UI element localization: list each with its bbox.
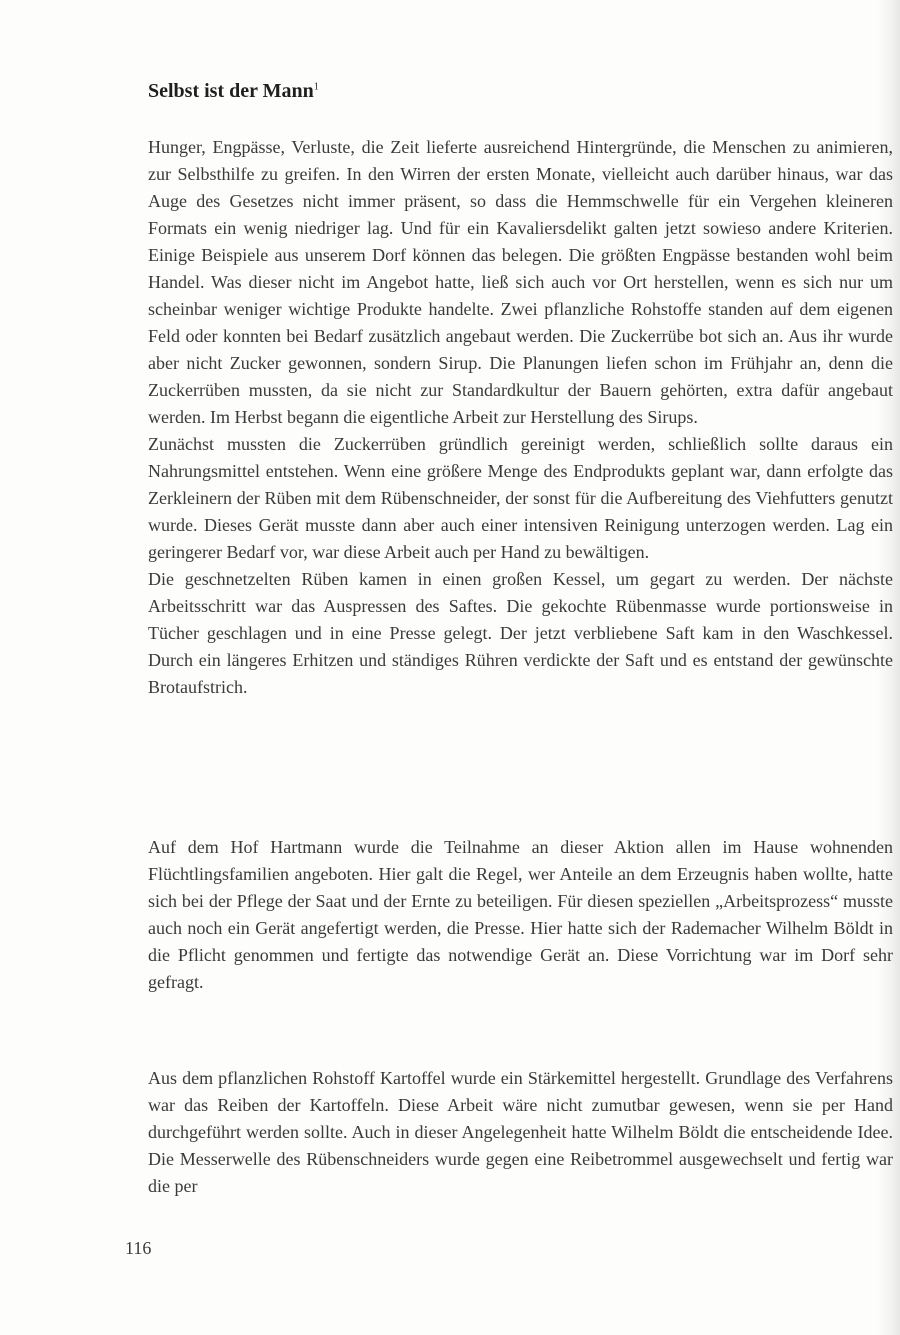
paragraph-4: Auf dem Hof Hartmann wurde die Teilnahme an dieser Aktion allen im Hause wohnenden Flüchtlingsfamilien angeboten. Hier galt die Regel, wer Anteile an dem Erzeugnis haben wollte, hatte sich bei der Pflege der Saat und der Ernte zu beteiligen. Für diesen speziellen „Arbeitsprozess“ musste auch noch ein Gerät angefertigt werden, die Presse. Hier hatte sich der Rademacher Wilhelm Böldt in die Pflicht genommen und fertigte das notwendige Gerät an. Diese Vorrichtung war im Dorf sehr gefragt.: [148, 837, 893, 992]
text-block-2: [148, 834, 893, 996]
chapter-heading: [148, 80, 319, 103]
text-block-1: [148, 134, 893, 701]
paragraph-1: Hunger, Engpässe, Verluste, die Zeit lieferte ausreichend Hintergründe, die Menschen zu animieren, zur Selbsthilfe zu greifen. In den Wirren der ersten Monate, vielleicht auch darüber hinaus, war das Auge des Gesetzes nicht immer präsent, so dass die Hemmschwelle für ein Vergehen kleineren Formats ein wenig niedriger lag. Und für ein Kavaliersdelikt galten jetzt sowieso andere Kriterien. Einige Beispiele aus unserem Dorf können das belegen. Die größten Engpässe bestanden wohl beim Handel. Was dieser nicht im Angebot hatte, ließ sich auch vor Ort herstellen, wenn es sich nur um scheinbar weniger wichtige Produkte handelte. Zwei pflanzliche Rohstoffe standen auf dem eigenen Feld oder konnten bei Bedarf zusätzlich angebaut werden. Die Zuckerrübe bot sich an. Aus ihr wurde aber nicht Zucker gewonnen, sondern Sirup. Die Planungen liefen schon im Frühjahr an, denn die Zuckerrüben mussten, da sie nicht zur Standardkultur der Bauern gehörten, extra dafür angebaut werden. Im Herbst begann die eigentliche Arbeit zur Herstellung des Sirups.: [148, 137, 893, 427]
text-block-3: [148, 1065, 893, 1200]
paragraph-5: Aus dem pflanzlichen Rohstoff Kartoffel wurde ein Stärkemittel hergestellt. Grundlage des Verfahrens war das Reiben der Kartoffeln. Diese Arbeit wäre nicht zumutbar gewesen, wenn sie per Hand durchgeführt werden sollte. Auch in dieser Angelegenheit hatte Wilhelm Böldt die entscheidende Idee. Die Messerwelle des Rübenschneiders wurde gegen eine Reibetrommel ausgewechselt und fertig war die per: [148, 1068, 893, 1196]
paragraph-2: Zunächst mussten die Zuckerrüben gründlich gereinigt werden, schließlich sollte daraus ein Nahrungsmittel entstehen. Wenn eine größere Menge des Endprodukts geplant war, dann erfolgte das Zerkleinern der Rüben mit dem Rübenschneider, der sonst für die Aufbereitung des Viehfutters genutzt wurde. Dieses Gerät musste dann aber auch einer intensiven Reinigung unterzogen werden. Lag ein geringerer Bedarf vor, war diese Arbeit auch per Hand zu bewältigen.: [148, 434, 893, 562]
paragraph-3: Die geschnetzelten Rüben kamen in einen großen Kessel, um gegart zu werden. Der nächste Arbeitsschritt war das Auspressen des Saftes. Die gekochte Rübenmasse wurde portionsweise in Tücher geschlagen und in eine Presse gelegt. Der jetzt verbliebene Saft kam in den Waschkessel. Durch ein längeres Erhitzen und ständiges Rühren verdickte der Saft und es entstand der gewünschte Brotaufstrich.: [148, 569, 893, 697]
page-number: 116: [125, 1238, 152, 1258]
footnote-marker: 1: [313, 81, 319, 93]
chapter-title: Selbst ist der Mann: [148, 80, 314, 102]
